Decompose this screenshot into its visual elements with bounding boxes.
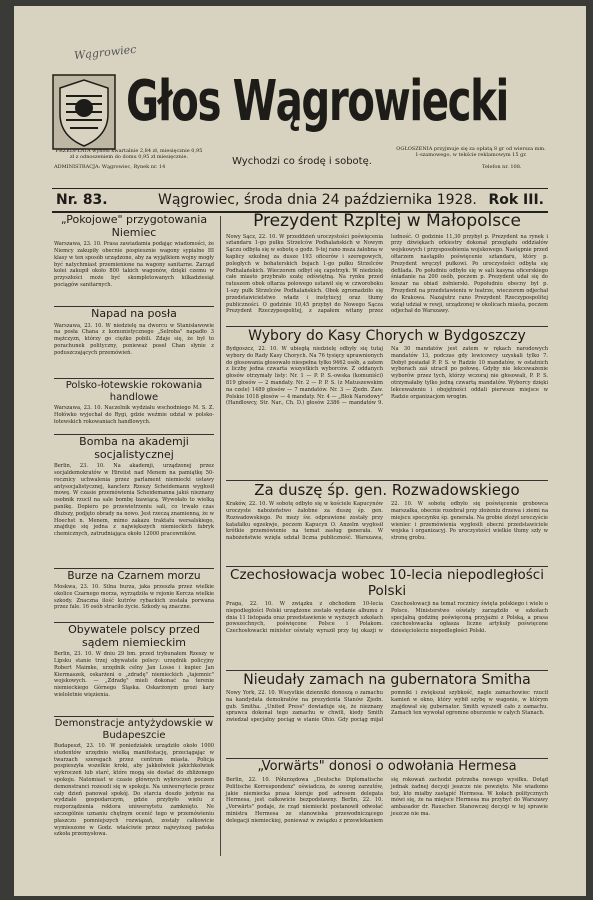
article-headline: Napad na posła bbox=[91, 307, 177, 320]
publication-frequency: Wychodzi co środę i sobotę. bbox=[232, 156, 372, 167]
divider bbox=[226, 670, 548, 671]
article bbox=[226, 482, 548, 564]
article bbox=[226, 328, 548, 478]
issue-number: Nr. 83. bbox=[56, 192, 108, 208]
article-body: Warszawa, 23. 10. W niedzielę na dworcu w Stanisławowie na posła Chana z komunistycznego „Selroba" napadło 3 mężczyzn, którzy go ciężko pobili. Zdaje się, że był to porachunek polityczny, ponieważ poseł Chan słynie z poduszczających przemówień. bbox=[54, 322, 214, 356]
article-headline: Wybory do Kasy Chorych w Bydgoszczy bbox=[248, 328, 526, 344]
article bbox=[226, 212, 548, 324]
divider bbox=[226, 326, 548, 327]
article-headline: Za duszę śp. gen. Rozwadowskiego bbox=[254, 481, 520, 499]
article bbox=[54, 436, 214, 566]
column-divider bbox=[220, 216, 221, 856]
volume-year: Rok III. bbox=[488, 192, 544, 208]
divider bbox=[54, 378, 214, 379]
advertising-info: OGŁOSZENIA przyjmuje się za opłatą 8 gr od wiersza mm. 1-szamowego, w tekście reklamowym 15 gr. bbox=[396, 146, 546, 158]
article-body: Nowy York, 22. 10. Wszystkie dzienniki donoszą o zamachu na kandydata demokratów na prezydenta Stanów Zjedn. gub. Smitha. „United Press" dowiaduje się, że nieznany sprawca dokonał tego zamachu w chwili, kiedy Smith zwiedzał specjalny pociąg w stanie Ohio. Gdy pociąg mijał pomniki i zwiększał szybkość, nagle zamachowiec rzucił kamień w okno, który wybił szybę w wagonie, w którym znajdował się gubernator. Smith wyszedł cało z zamachu. Zamach ten wywołał ogromne oburzenie w całych Stanach. bbox=[226, 690, 548, 724]
article-headline: „Vorwärts" donosi o odwołania Hermesa bbox=[257, 759, 517, 774]
divider bbox=[54, 568, 214, 569]
article-headline: Czechosłowacja wobec 10-lecia niepodległości Polski bbox=[230, 567, 544, 599]
article-body: Nowy Sącz, 22. 10. W przeddzień uroczystości poświęcenia sztandaru 1-go pułku Strzelców Podhalańskich w Nowym Sączu odbyła się w sobotę o godz. 9-tej rano msza żałobna w kaplicy szkolnej za dusze 193 oficerów i szeregowych, poległych w bohaterskich bojach 1-go pułku Strzelców Podhalańskich. Wieczorem odbył się capstrzyk. W niedzielę całe miasto przybrało szatę odświętną. Na rynku przed ratuszem obok ołtarza polowego ustawił się w czworoboku 1-szy pułk Strzelców Podhalańskich. Obok zgromadziło się przedstawicielstwo władz i instytucyj oraz tłumy publiczności. O godzinie 10,45 przybył do Nowego Sącza Prezydent Rzeczypospolitej, z zapałem witany przez ludność. O godzinie 11,30 przybył p. Prezydent na rynek i przy dźwiękach orkiestry dokonał przeglądu oddziałów wojskowych i przysposobienia wojskowego. Następnie przed ołtarzem nastąpiło poświęcenie sztandaru, który p. Prezydent wręczył pułkowi. Po uroczystości odbyła się defilada. Po południu odbyło się w sali kasyna oficerskiego śniadanie na 200 osób, poczem p. Prezydent udał się do koszar na obiad żołnierski. Popołudniu obecny był p. Prezydent na przedstawieniu w teatrze, wieczorem odjechał do Krakowa. Nazajutrz rano Prezydent Rzeczypospolitej wziął udział w rewji, urządzonej w okolicach miasta, poczem odjechał do Warszawy. bbox=[226, 233, 548, 315]
article-headline: Bomba na akademji socjalistycznej bbox=[79, 435, 189, 461]
article bbox=[54, 718, 214, 858]
article-headline: Demonstracje antyżydowskie w Budapeszcie bbox=[54, 718, 214, 741]
newspaper-title: Głos Wągrowiecki bbox=[126, 69, 508, 134]
handwritten-note: Wągrowiec bbox=[73, 42, 137, 63]
administration-address: ADMINISTRACJA: Wągrowiec, Rynek nr. 14 bbox=[54, 164, 166, 170]
article-body: Warszawa, 23. 10. Prasa zawiadamia podając wiadomości, że Niemcy zakupiły obecnie pospiesznie wagony sypialne III klasy w ten sposób urządzone, aby za wyjątkiem wojny mogły być natychmiast przemienione na wagony sanitarne. Zarząd kolei zakupił około 800 takich wagonów, dzięki czemu w przyszłości może być skompletowanych kilkadziesiąt pociągów sanitarnych. bbox=[54, 241, 214, 289]
article bbox=[54, 624, 214, 714]
article-body: Berlin, 23. 10. W dniu 29 bm. przed trybunałem Rzeszy w Lipsku stanie trzej obywatele polscy: urzędnik policyjny Robert Maimke, urzędnik celny Jan Losse i kupiec Jan Kiermaszek, oskarżeni o „zdradę" niemieckich „tajemnic" wojskowych. — „Zdradę" mieli dokonać na terenie niemieckiego Górnego Śląska. Oskarżonym grozi kary wieloletnie więzienia. bbox=[54, 651, 214, 699]
article bbox=[54, 380, 214, 432]
coat-of-arms-icon bbox=[52, 74, 116, 150]
article-body: Praga, 22. 10. W związku z obchodem 10-lecia niepodległości Polski urządzone zostało wydanie albumu z dnia 11 listopada oraz przedstawienie w wyższych szkołach powszechnych, poświęcone Polsce i Polakom. Czechosłowacki minister oświaty wyraził przy tej okazji w Czechosłowacji na temat rocznicy święta polskiego i wiele o Polsce. Ministerstwo oświaty zarządziło w szkołach specjalną godzinę poświęconą przyjaźni z Polską, a prasa czechosłowacka ogłasza liczne artykuły poświęcone dziesięcioleciu niepodległości Polski. bbox=[226, 601, 548, 635]
article bbox=[226, 568, 548, 668]
article-body: Berlin, 22. 10. Półurzędowa „Deutsche Diplomatische Politische Korrespondenz" oświadcza, że szereg zarzutów, jakie niemiecka prasa kieruje pod adresem delegata Hermesa, jest całkowicie bezpodstawny. Berlin, 22. 10. „Vorwärts" podaje, że rząd niemiecki postanowił odwołać ministra Hermesa ze stanowiska przewodniczącego delegacji niemieckiej, ponieważ w związku z przewlekaniem się rokowań zachodzi potrzeba nowego wysiłku. Dotąd jednak żadnej decyzji jeszcze nie powzięto. Nie wiadomo też, kto miałby zastąpić Hermesa. W kołach politycznych mówi się, że na miejsce Hermesa ma przybyć do Warszawy ambasador dr. Rauscher. Stanowczej decyzji w tej sprawie jeszcze nie ma. bbox=[226, 776, 548, 824]
article-headline: Obywatele polscy przed sądem niemieckim bbox=[68, 623, 200, 649]
newspaper-page bbox=[14, 6, 586, 896]
article bbox=[54, 213, 214, 289]
masthead bbox=[14, 6, 586, 176]
article-body: Budapeszt, 23. 10. W poniedziałek urządziło około 1000 studentów urzędnio wielką manifestację, przeciągając w twarzach szeregach przez centrum miasta. Policja pospieszyła wszelkie kroki, aby jakkolwiek jakichkolwiek wykroczeń lub starć, które mogą sie dostać do zbliżonego spokoju. Natomiast w czasie głównych wykroczeń poczem demonstranci rozeszli się w spokoju. Na uniwersytecie przez cały dzień panował spokój. Do starcia doszło jedynie na wydziale gospodarczym, gdzie przybyło wielu z rozporządzenia rektora uniwersytetu zamknięto. Ne szczególnie uznaniu chętnym ocenić tego w przemówieniu płaszczu pomniejszych rozwiązań, zostały całkowicie wymieszone w Godz. właściwie przez najwyższej pańska szkoła przemysłowa. bbox=[54, 743, 214, 838]
article bbox=[226, 672, 548, 756]
article-headline: „Pokojowe" przygotowania Niemiec bbox=[60, 213, 208, 239]
phone-number: Telefon nr. 108. bbox=[482, 164, 522, 170]
article-headline: Prezydent Rzpltej w Małopolsce bbox=[253, 211, 521, 231]
article-headline: Burze na Czarnem morzu bbox=[67, 570, 201, 582]
dateline bbox=[52, 188, 548, 213]
article-headline: Polsko-łotewskie rokowania handlowe bbox=[65, 380, 203, 403]
article-body: Kraków, 22. 10. W sobotę odbyło się w kościele Kapucynów uroczyste nabożeństwo żałobne za duszę śp. gen. Rozwadowskiego. Po mszy św. odprawione zostały przy katafalku egzekwje, poczem Kapucyn O. Anzelm wygłosił krótkie przemówienie na temat zasług generała. W nabożeństwie wzięła udział liczna publiczność. Warszawa, 22. 10. W sobotę odbyło się poświęcenie grobowca marszałka, obecnie rozebrał przy złożeniu drzewa i ziemi na miejscu spoczynku śp. generała. Na grobie złożył uroczyście wieniec i przemówienia wygłosili obecni przedstawiciele wojska i organizacyj. Po uroczystości wielkie tłumy szły w stronę grobu. bbox=[226, 501, 548, 542]
divider bbox=[54, 716, 214, 717]
article bbox=[54, 570, 214, 620]
article bbox=[54, 308, 214, 376]
article-body: Moskwa, 23. 10. Silna burza, jaka przeszła przez wielkie okolice Czarnego morza, wyrządziła w rejonie Kercza wielkie szkody. Znaczna ilość kutrów rybackich została porwana przez fale. 16 osób straciło życie. Szkody są znaczne. bbox=[54, 584, 214, 611]
issue-date: Wągrowiec, środa dnia 24 października 1928. bbox=[158, 192, 477, 208]
article-headline: Nieudały zamach na gubernatora Smitha bbox=[243, 672, 531, 688]
article-body: Bydgoszcz, 22. 10. W ubiegłą niedzielę odbyły się tutaj wybory do Rady Kasy Chorych. Na 76 tysięcy uprawnionych do głosowania głosowało niespełna tylko 9462 osób, a zatem z liczby jedna czwarta wszystkich wyborców. Z oddanych głosów otrzymały listy: Nr. 1 — P. P. S.-owska (komuniści) 819 głosów — 2 mandaty. Nr. 2 — P. P. S. (z Matuszewskim na czele) 1489 głosów — 7 mandatów. Nr. 3 — Zjedn. Zaw. Polskie 1018 głosów — 4 mandaty. Nr. 4 — „Blok Narodowy" (Handlowcy, Str. Nar., Ch. D.) głosów 2386 — mandatów 9. Na 30 mandatów jest zatem w rękach narodowych mandatów 13, podczas gdy lewicowcy uzyskali tylko 7. Dobył posiadał P. P. S. w Radzie 10 mandatów, w ostatnich wyborach zaś utracił po połowę. Gdyby nie lekceważenie wyborów przez tych, którzy wczoraj nie głosowali, P. P. S. otrzymałaby tylko jedną czwartą mandatów. Wyborcy dzięki lekceważeniu i obojętności oddali pierwsze miejsce w Radzie organizacjom wrogim. bbox=[226, 346, 548, 407]
article bbox=[226, 760, 548, 860]
article-body: Warszawa, 23. 10. Naczelnik wydziału wschodniego M. S. Z. Hołówko wyjechał do Rygi, gdzie weźmie udział w polsko-łotewskich rokowaniach handlowych. bbox=[54, 405, 214, 425]
subscription-info: PRZEDPŁATA wynosi kwartalnie 2,84 zł, miesięcznie 0,95 zł z odnoszeniem do domu 0,95 zł miesięcznie. bbox=[55, 148, 203, 160]
article-body: Berlin, 23. 10. Na akademji, urządzonej przez socjaldemokratów w Hireiist nad Menem na pamiątkę 50-rocznicy uchwalenia przez parlament niemiecki ustawy antysocjalistycznej, kanclerz Rzeszy Scheidemann wygłosił mowę. W czasie przemówienia Scheidemanna jakiś nieznany osobnik rzucił na sale bombę łzawiącą. Wywołało to wielką panikę. Dopiero po przewietrzeniu sali, co trwało czas dłuższy, podjęto obrady na nowo. Jest rzeczą znamienną, że w Hoechst n. Menem, mimo zakazu traktatu wersalskiego, znajduje się jedna z największych niemieckich fabryk chemicznych, zatrudniająca około 12000 pracowników. bbox=[54, 463, 214, 538]
